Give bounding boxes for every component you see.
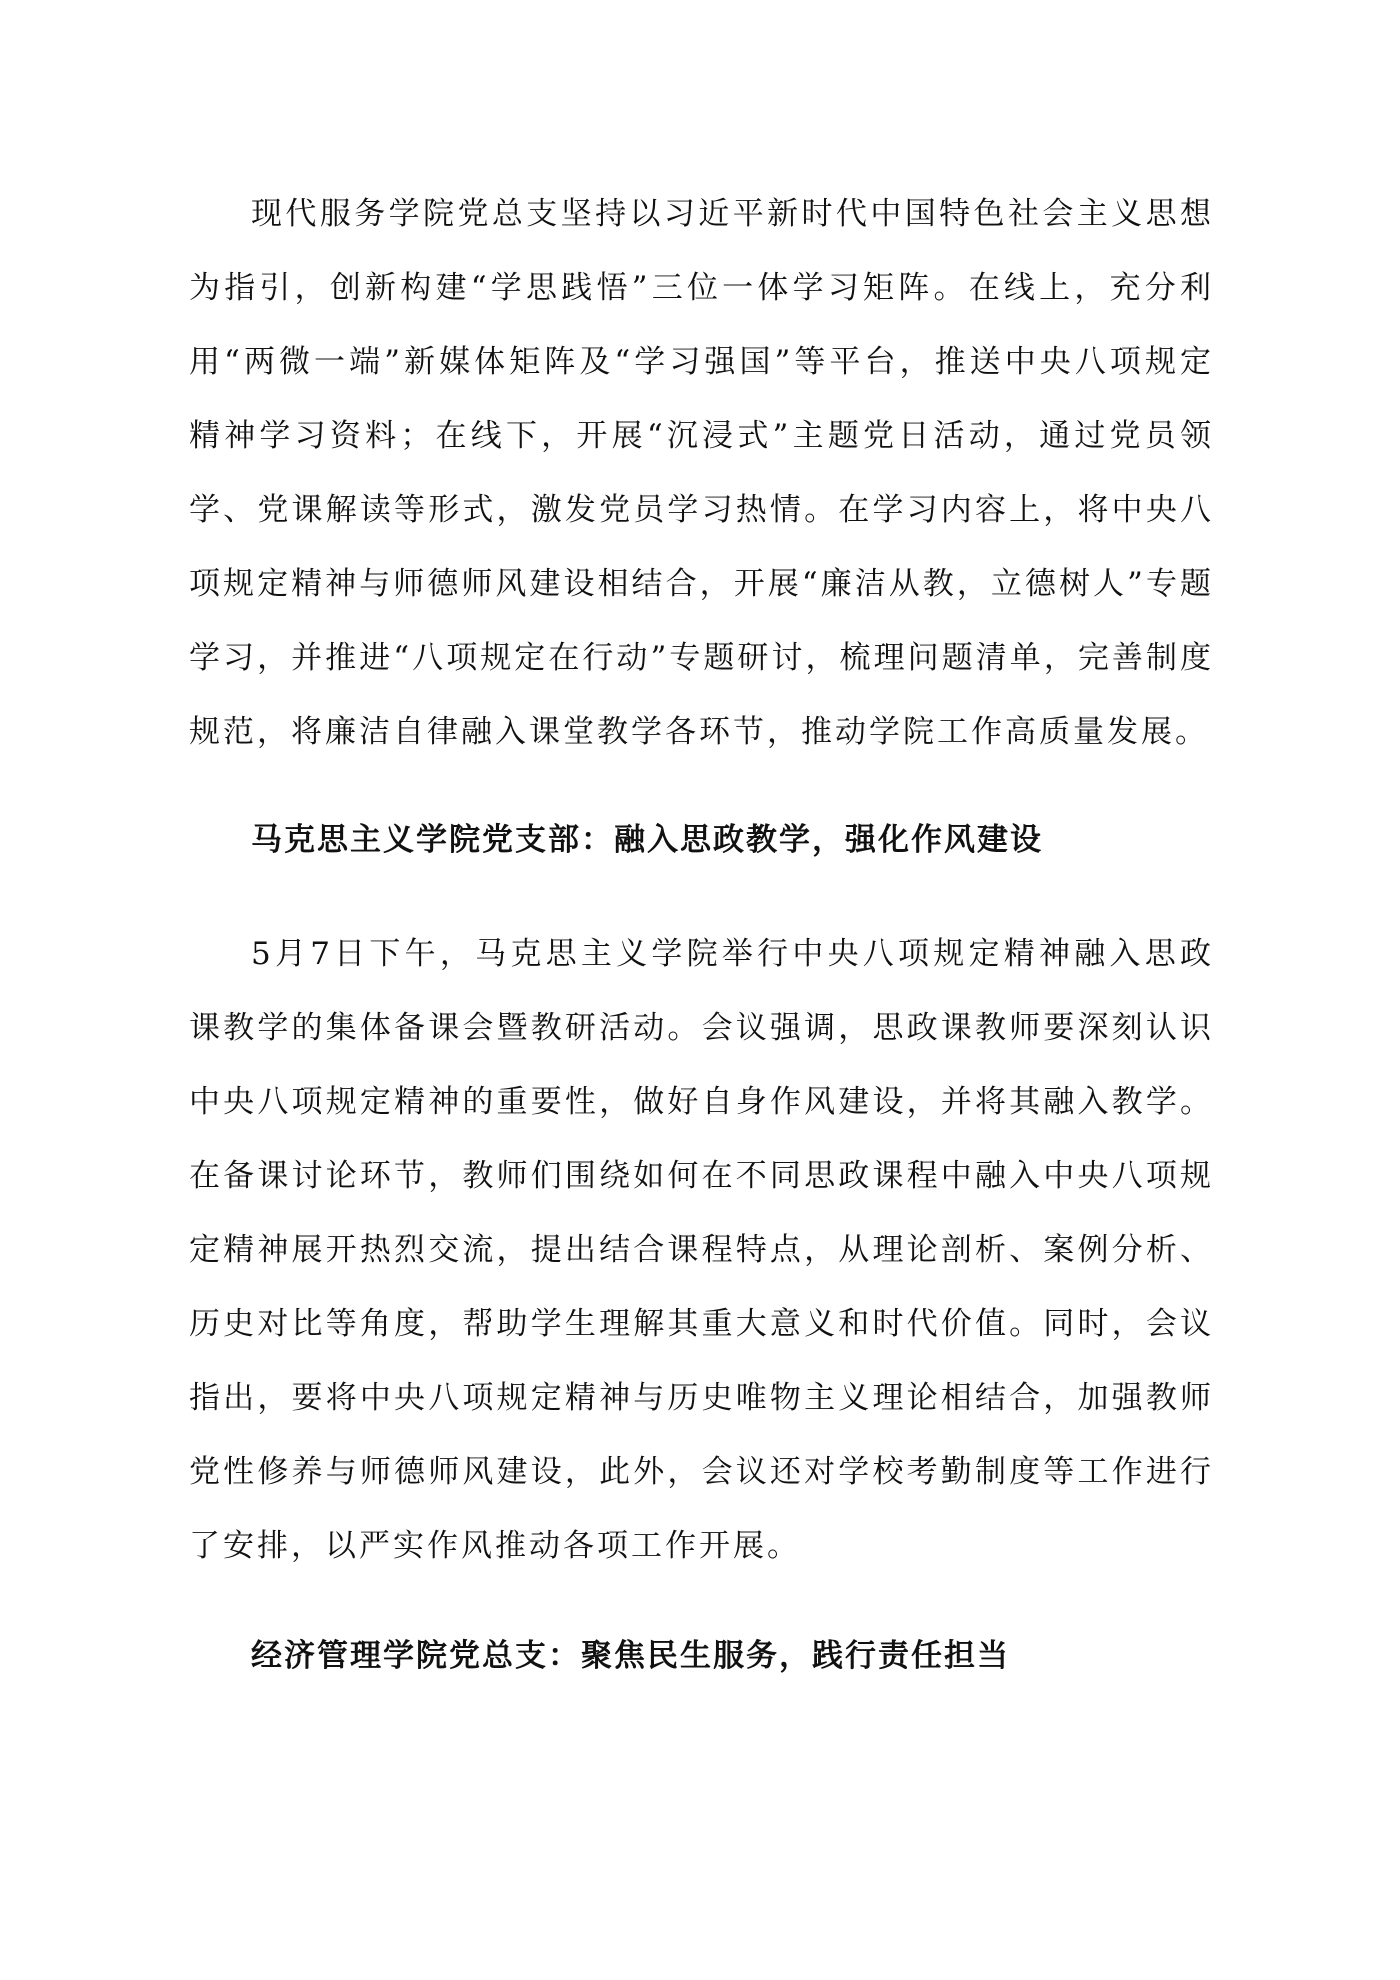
section-heading-marxism-college: 马克思主义学院党支部：融入思政教学，强化作风建设 [251,822,1043,858]
document-body [189,177,1214,1693]
section-heading-economics-management-college: 经济管理学院党总支：聚焦民生服务，践行责任担当 [251,1638,1010,1674]
paragraph-modern-service-college: 现代服务学院党总支坚持以习近平新时代中国特色社会主义思想为指引，创新构建“学思践悟”三位一体学习矩阵。在线上，充分利用“两微一端”新媒体矩阵及“学习强国”等平台，推送中央八项规定精神学习资料；在线下，开展“沉浸式”主题党日活动，通过党员领学、党课解读等形式，激发党员学习热情。在学习内容上，将中央八项规定精神与师德师风建设相结合，开展“廉洁从教，立德树人”专题学习，并推进“八项规定在行动”专题研讨，梳理问题清单，完善制度规范，将廉洁自律融入课堂教学各环节，推动学院工作高质量发展。 [189,196,1214,750]
paragraph-marxism-college: 5月7日下午，马克思主义学院举行中央八项规定精神融入思政课教学的集体备课会暨教研活动。会议强调，思政课教师要深刻认识中央八项规定精神的重要性，做好自身作风建设，并将其融入教学。在备课讨论环节，教师们围绕如何在不同思政课程中融入中央八项规定精神展开热烈交流，提出结合课程特点，从理论剖析、案例分析、历史对比等角度，帮助学生理解其重大意义和时代价值。同时，会议指出，要将中央八项规定精神与历史唯物主义理论相结合，加强教师党性修养与师德师风建设，此外，会议还对学校考勤制度等工作进行了安排，以严实作风推动各项工作开展。 [189,936,1214,1564]
